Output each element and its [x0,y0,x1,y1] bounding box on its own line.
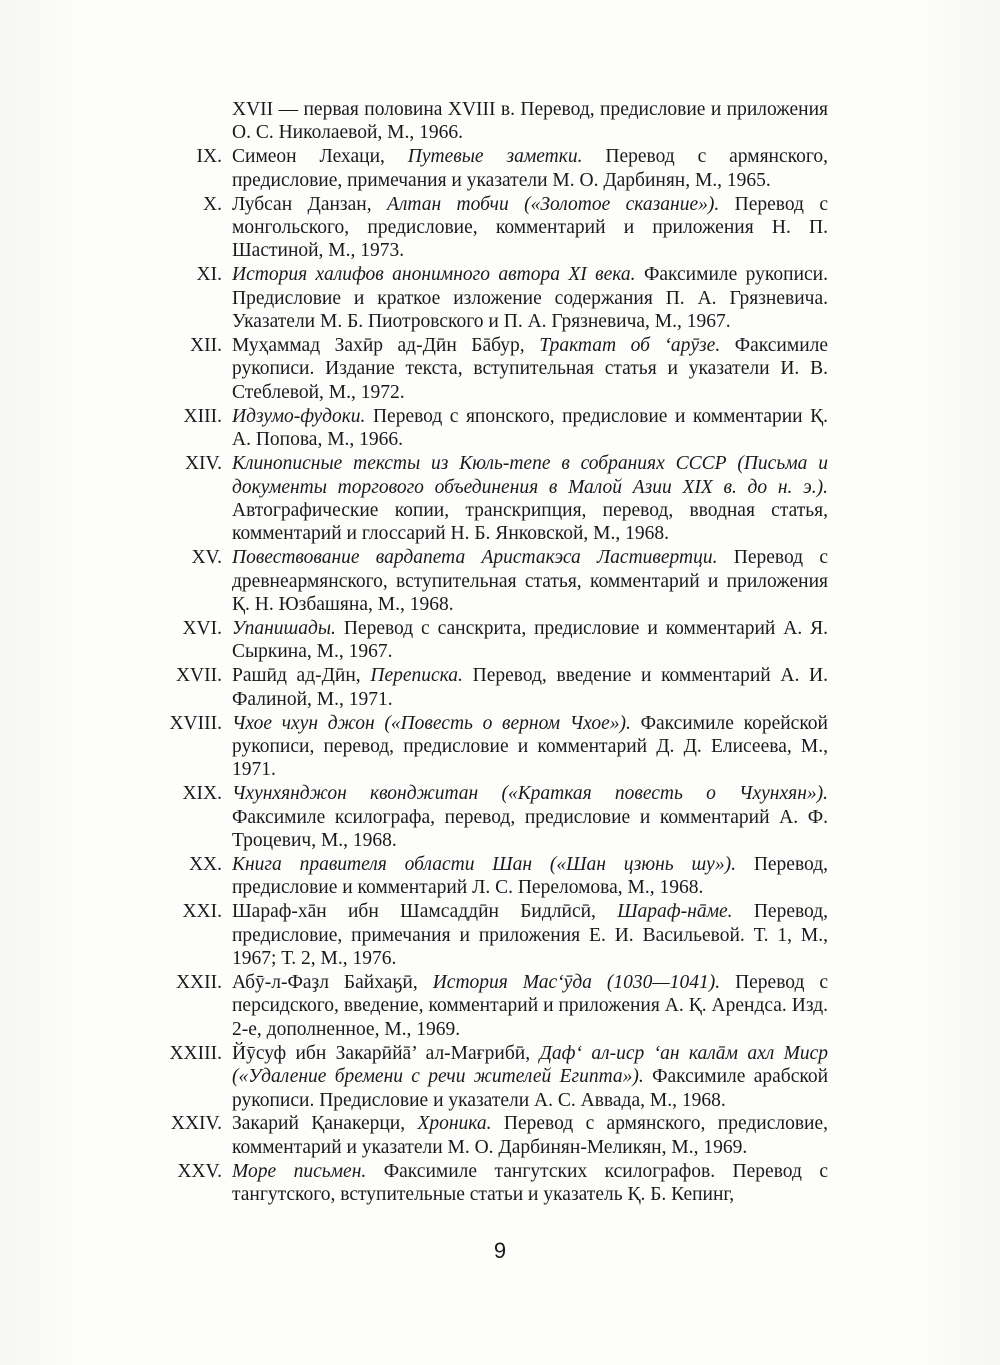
entry-number: XII. [190,335,222,357]
entry-title: Чхунхянджон квонджитан («Краткая повесть о Чхунхян»). [232,783,828,805]
bibliography-entry [160,900,828,970]
entry-title: Хроника. [417,1113,492,1135]
entry-number: XIX. [182,783,222,805]
continuation-text: XVII — первая половина XVIII в. Перевод, предисловие и приложения О. С. Николаевой, М., 1966. [232,99,828,144]
bibliography-entry [160,971,828,1041]
entry-author: Рашӣд ад-Дӣн, [232,665,361,687]
entry-author: Муҳаммад Захӣр ад-Дӣн Бāбур, [232,335,525,357]
bibliography-entry [160,1112,828,1159]
entry-details: Перевод с армянского, предисловие, комментарий и указатели М. О. Дарбинян-Меликян, М., 1969. [232,1113,829,1158]
entry-title: Трактат об ‘арӯзе. [539,335,721,357]
entry-author: Лубсан Данзан, [232,193,372,215]
entry-title: Книга правителя области Шан («Шан цзюнь шу»). [232,854,736,875]
entry-title: Клинописные тексты из Кюль-тепе в собраниях СССР (Письма и документы торгового объединения в Малой Азии XIX в. до н. э.). [232,453,828,498]
entry-number: X. [203,193,222,215]
entry-details: Перевод, предисловие и комментарий Л. С. Переломова, М., 1968. [232,854,829,899]
entry-details: Перевод с персидского, введение, комментарий и приложения А. Қ. Арендса. Изд. 2-е, дополненное, М., 1969. [232,972,829,1040]
bibliography-entry [160,452,828,546]
bibliography-entry [160,145,828,192]
entry-number: XXIII. [169,1042,222,1064]
entry-title: Путевые заметки. [407,146,583,168]
entry-details: Перевод с монгольского, предисловие, комментарий и приложения Н. П. Шастиной, М., 1973. [232,193,828,262]
entry-number: XV. [191,547,222,569]
entry-number: XX. [188,854,222,875]
bibliography-entry [160,1042,828,1112]
entry-author: Шараф-хāн ибн Шамсаддӣн Бидлӣсӣ, [232,901,596,923]
entry-details: Перевод, введение и комментарий А. И. Фалиной, М., 1971. [232,665,829,710]
entry-title: Переписка. [370,665,463,687]
entry-title: Шараф-нāме. [617,901,733,923]
entry-number: XVII. [175,665,222,687]
entry-number: XXV. [177,1160,222,1182]
entry-number: XI. [196,264,222,286]
entry-number: XXIV. [170,1113,222,1135]
entry-title: Идзумо-фудоки. [232,405,366,427]
entry-title: Упанишады. [232,617,336,639]
bibliography-entry [160,334,828,404]
bibliography-entry [160,617,828,664]
entry-author: Закарий Қанакерци, [232,1113,406,1135]
entry-details: Перевод с древнеармянского, вступительная статья, комментарий и приложения Қ. Н. Юзбашяна, М., 1968. [232,547,829,616]
entry-details: Факсимиле арабской рукописи. Предисловие и указатели А. С. Аввада, М., 1968. [232,1066,829,1111]
entry-details: Факсимиле ксилографа, перевод, предисловие и комментарий А. Ф. Троцевич, М., 1968. [232,806,828,852]
entry-author: Абӯ-л-Фаҙл Байхаӄӣ, [232,972,418,994]
bibliography-entry [160,782,828,852]
entry-number: XIII. [183,405,222,427]
entry-author: Йӯсуф ибн Закарӣйā’ ал-Мағрибӣ, [232,1042,531,1064]
entry-title: Море письмен. [232,1160,367,1182]
bibliography-entry [160,664,828,711]
bibliography-entry [160,1160,828,1207]
entry-details: Факсимиле рукописи. Предисловие и краткое изложение содержания П. А. Грязневича. Указатели М. Б. Пиотровского и П. А. Грязневича, М., 1967. [232,264,828,333]
entry-author: Симеон Лехаци, [232,146,385,168]
entry-details: Автографические копии, транскрипция, перевод, вводная статья, комментарий и глоссарий Н. Б. Янковской, М., 1968. [232,499,828,545]
entry-title: История халифов анонимного автора XI века. [232,264,636,286]
continuation-entry [160,98,828,145]
entry-number: XVIII. [169,712,222,734]
entry-details: Факсимиле тангутских ксилографов. Перевод с тангутского, вступительные статьи и указатель Қ. Б. Кепинг, [232,1160,828,1206]
entry-title: Чхое чхун джон («Повесть о верном Чхое»). [232,712,631,734]
page-number: 9 [493,1238,507,1263]
bibliography-entry [160,263,828,333]
entry-title: Даф‘ ал-иср ‘ан калāм ахл Миср («Удаление бремени с речи жителей Египта»). [232,1042,829,1088]
entry-details: Факсимиле рукописи. Издание текста, вступительная статья и указатели И. В. Стеблевой, М., 1972. [232,335,829,403]
entry-number: IX. [196,146,222,168]
bibliography-entry [160,712,828,782]
entry-details: Перевод с санскрита, предисловие и комментарий А. Я. Сыркина, М., 1967. [232,617,829,663]
entry-details: Перевод с японского, предисловие и комментарии Қ. А. Попова, М., 1966. [232,405,828,451]
entry-number: XVI. [182,617,222,639]
entry-title: История Мас‘ӯда (1030—1041). [432,972,721,994]
entry-number: XXII. [175,972,222,994]
bibliography-entry [160,405,828,452]
bibliography-entry [160,853,828,900]
entry-number: XIV. [184,453,222,475]
bibliography-list [160,98,828,1207]
entry-title: Алтан тобчи («Золотое сказание»). [386,193,720,215]
bibliography-entry [160,546,828,616]
entry-title: Повествование вардапета Аристакэса Ластивертци. [232,547,718,569]
entry-details: Перевод, предисловие, примечания и приложения Е. И. Васильевой. Т. 1, М., 1967; Т. 2, М., 1976. [232,901,829,970]
entry-details: Перевод с армянского, предисловие, примечания и указатели М. О. Дарбинян, М., 1965. [232,146,829,191]
entry-number: XXI. [182,901,222,923]
entry-details: Факсимиле корейской рукописи, перевод, предисловие и комментарий Д. Д. Елисеева, М., 1971. [232,712,828,781]
bibliography-entry [160,193,828,263]
